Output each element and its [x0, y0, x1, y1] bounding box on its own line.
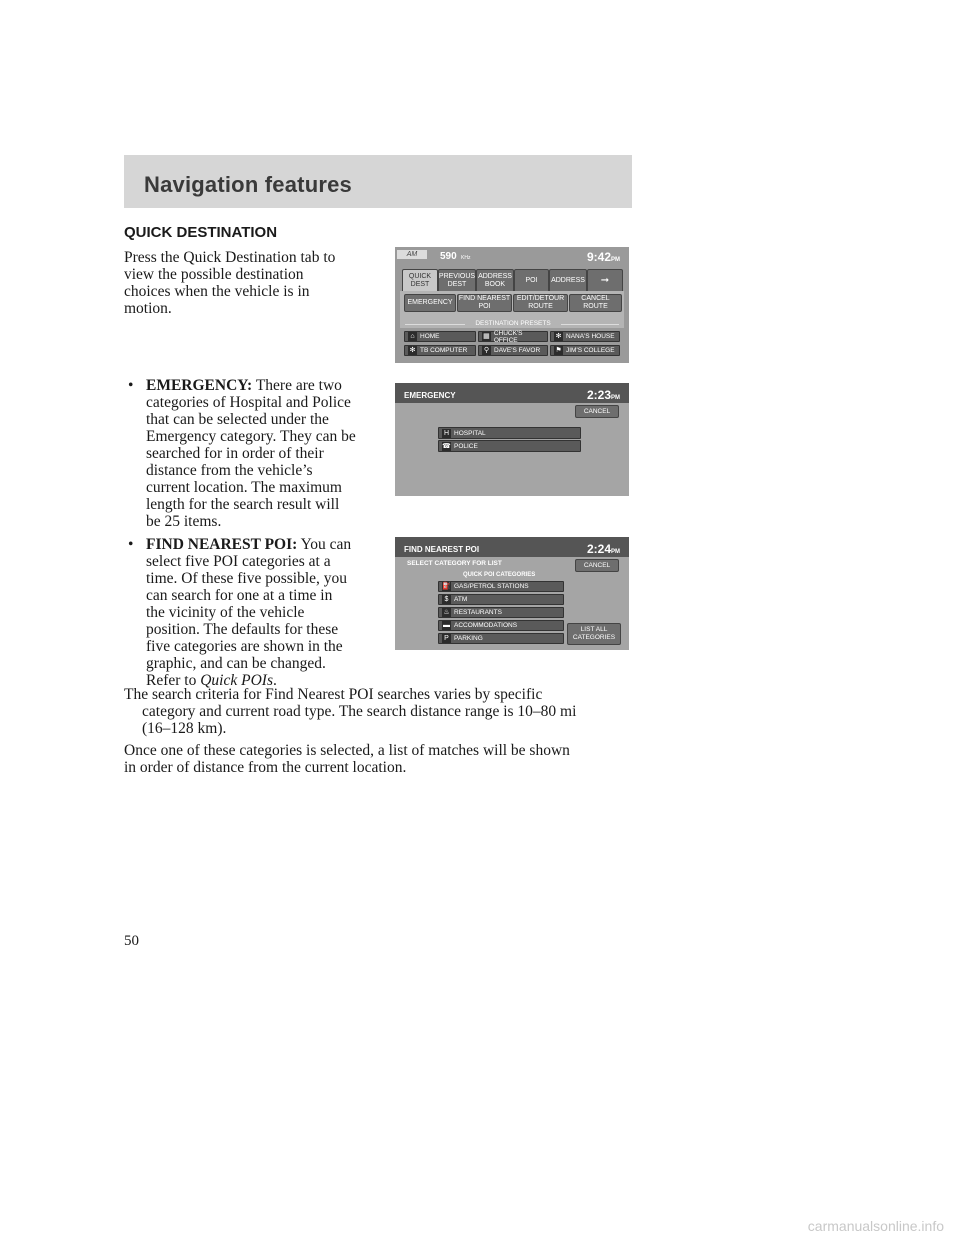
paragraph-line: in order of distance from the current location.: [124, 759, 407, 776]
preset-daves-favor[interactable]: [478, 345, 548, 356]
presets-divider-right: [561, 324, 619, 325]
office-icon: ▦: [483, 333, 490, 340]
bullet-line: can search for one at a time in: [146, 587, 333, 604]
poi-parking[interactable]: [438, 633, 564, 644]
option-label: ATM: [454, 596, 468, 603]
watermark: carmanualsonline.info: [807, 1218, 944, 1234]
tab-address-book[interactable]: ADDRESS BOOK: [476, 269, 514, 293]
clock-time: 9:42: [587, 250, 612, 264]
bullet-line: time. Of these five possible, you: [146, 570, 348, 587]
poi-accommodations[interactable]: [438, 620, 564, 631]
paragraph-line: (16–128 km).: [142, 720, 227, 737]
fuel-icon: ⛽: [442, 583, 451, 590]
preset-label: TB COMPUTER: [420, 347, 468, 354]
find-nearest-poi-screen: [395, 537, 629, 650]
police-icon: ☎: [442, 442, 451, 450]
option-label: PARKING: [454, 635, 483, 642]
restaurant-icon: ♨: [443, 609, 450, 616]
frequency-unit: KHz: [461, 255, 471, 261]
bullet-line: searched for in order of their: [146, 445, 324, 462]
preset-tb-computer[interactable]: [404, 345, 476, 356]
bullet-line: length for the search result will: [146, 496, 340, 513]
intro-line: Press the Quick Destination tab to: [124, 249, 336, 266]
emergency-button[interactable]: EMERGENCY: [404, 294, 456, 312]
clock-time: 2:24: [587, 542, 612, 556]
bullet-text: [146, 377, 356, 530]
quick-destination-screen: [395, 247, 629, 363]
bullet-dot: •: [128, 377, 134, 394]
intro-paragraph: [124, 249, 386, 317]
paragraph-line: category and current road type. The search distance range is 10–80 mi: [142, 703, 577, 720]
page-number: 50: [124, 933, 139, 949]
clock-ampm: PM: [611, 549, 621, 555]
bullet-label: EMERGENCY:: [146, 377, 253, 394]
clock: [587, 250, 620, 264]
cancel-button[interactable]: CANCEL: [575, 559, 619, 572]
star-icon: ✻: [555, 333, 562, 340]
preset-chucks-office[interactable]: [478, 331, 548, 342]
cancel-button[interactable]: CANCEL: [575, 405, 619, 418]
option-label: ACCOMMODATIONS: [454, 622, 518, 629]
intro-line: choices when the vehicle is in: [124, 283, 310, 300]
bullet-line: There are two: [255, 377, 342, 394]
preset-label: NANA'S HOUSE: [566, 333, 615, 340]
quick-pois-reference[interactable]: Quick POIs: [200, 672, 273, 689]
preset-label: JIM'S COLLEGE: [566, 347, 615, 354]
closing-paragraph: [124, 742, 654, 776]
bullet-line: You can: [300, 536, 352, 553]
bullet-line: five categories are shown in the: [146, 638, 343, 655]
refer-suffix: .: [272, 672, 277, 689]
paragraph-line: Once one of these categories is selected, a list of matches will be shown: [124, 742, 570, 759]
poi-atm[interactable]: [438, 594, 564, 605]
option-label: POLICE: [454, 442, 478, 450]
search-criteria-paragraph: [124, 686, 644, 737]
refer-prefix: Refer to: [146, 672, 201, 689]
emergency-screen: [395, 383, 629, 496]
clock: [587, 388, 620, 402]
preset-jims-college[interactable]: [550, 345, 620, 356]
option-label: GAS/PETROL STATIONS: [454, 583, 529, 590]
screen-title: EMERGENCY: [404, 391, 456, 400]
bullet-line: be 25 items.: [146, 513, 222, 530]
bullet-line: position. The defaults for these: [146, 621, 339, 638]
band-indicator: AM: [397, 250, 427, 259]
bullet-line: distance from the vehicle’s: [146, 462, 313, 479]
bullet-line: Emergency category. They can be: [146, 428, 356, 445]
chapter-header: [124, 155, 632, 208]
edit-detour-route-button[interactable]: EDIT/DETOUR ROUTE: [513, 294, 568, 312]
bullet-line: the vicinity of the vehicle: [146, 604, 305, 621]
police-option[interactable]: [438, 440, 581, 452]
bullet-label: FIND NEAREST POI:: [146, 536, 298, 553]
clock: [587, 542, 620, 556]
tab-poi[interactable]: POI: [514, 269, 549, 293]
preset-nanas-house[interactable]: [550, 331, 620, 342]
bullet-line: current location. The maximum: [146, 479, 342, 496]
list-all-categories-button[interactable]: LIST ALL CATEGORIES: [567, 623, 621, 645]
next-arrow-icon[interactable]: ➞: [587, 269, 623, 293]
hospital-icon: H: [443, 429, 450, 437]
cancel-route-button[interactable]: CANCEL ROUTE: [569, 294, 622, 312]
intro-line: motion.: [124, 300, 172, 317]
screen-title: FIND NEAREST POI: [404, 545, 480, 554]
tab-quick-dest[interactable]: QUICK DEST: [402, 269, 438, 293]
chapter-title: Navigation features: [144, 172, 352, 197]
hospital-option[interactable]: [438, 427, 581, 439]
poi-restaurants[interactable]: [438, 607, 564, 618]
preset-label: DAVE'S FAVOR: [494, 347, 541, 354]
parking-icon: P: [442, 634, 451, 643]
frequency-readout: 590: [440, 251, 457, 262]
tab-address[interactable]: ADDRESS: [549, 269, 587, 293]
star-icon: ✻: [409, 347, 416, 354]
section-heading: QUICK DESTINATION: [124, 224, 278, 241]
flag-icon: ⚑: [555, 347, 562, 354]
intro-line: view the possible destination: [124, 266, 304, 283]
preset-label: HOME: [420, 333, 440, 340]
paragraph-line: The search criteria for Find Nearest POI searches varies by specific: [124, 686, 543, 703]
clock-time: 2:23: [587, 388, 612, 402]
option-label: HOSPITAL: [454, 429, 486, 437]
bullet-line: categories of Hospital and Police: [146, 394, 351, 411]
list-title: QUICK POI CATEGORIES: [463, 572, 536, 578]
presets-label: DESTINATION PRESETS: [475, 320, 551, 327]
person-icon: ⚲: [483, 347, 490, 354]
bullet-line: select five POI categories at a: [146, 553, 331, 570]
bullet-dot: •: [128, 536, 134, 553]
bed-icon: ▬: [443, 622, 450, 629]
bullet-line: graphic, and can be changed.: [146, 655, 326, 672]
poi-gas-stations[interactable]: [438, 581, 564, 592]
atm-icon: $: [442, 595, 451, 604]
bullet-text: [146, 536, 351, 689]
option-label: RESTAURANTS: [454, 609, 502, 616]
clock-ampm: PM: [611, 395, 621, 401]
bullet-emergency: [128, 377, 390, 537]
presets-divider-left: [405, 324, 465, 325]
home-icon: ⌂: [408, 332, 417, 341]
screen-subtitle: SELECT CATEGORY FOR LIST: [407, 560, 502, 567]
tab-previous-dest[interactable]: PREVIOUS DEST: [438, 269, 476, 293]
clock-ampm: PM: [611, 257, 621, 263]
preset-label: CHUCK'S OFFICE: [493, 329, 523, 344]
bullet-find-nearest-poi: [128, 536, 390, 689]
find-nearest-poi-button[interactable]: FIND NEAREST POI: [458, 295, 511, 310]
bullet-line: that can be selected under the: [146, 411, 329, 428]
preset-home[interactable]: [404, 331, 476, 342]
